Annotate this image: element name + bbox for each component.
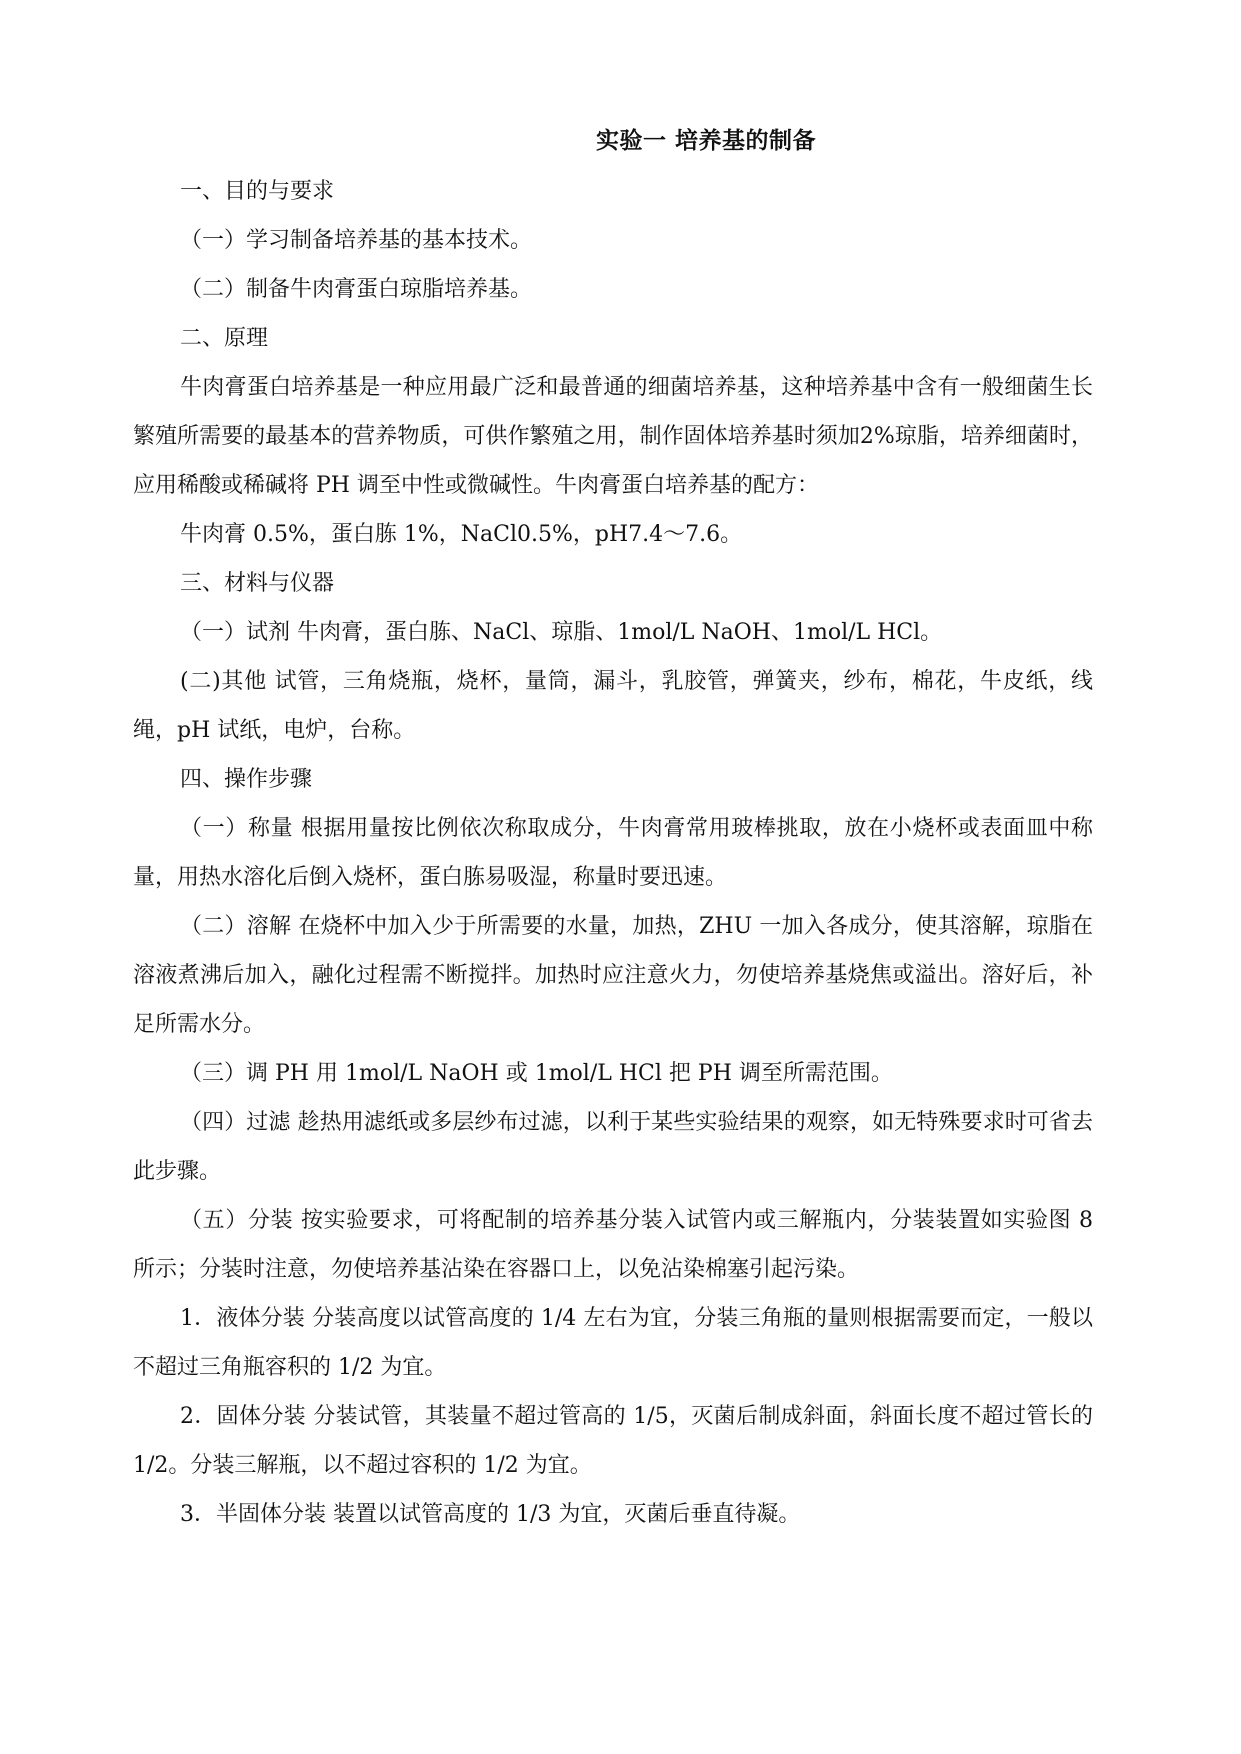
materials-reagents: （一）试剂 牛肉膏，蛋白胨、NaCl、琼脂、1mol/L NaOH、1mol/L HCl。: [180, 620, 943, 645]
dispensing-liquid: 1．液体分装 分装高度以试管高度的 1/4 左右为宜，分装三角瓶的量则根据需要而定，一般以不超过三角瓶容积的 1/2 为宜。: [133, 1306, 1093, 1380]
section-heading-principle: 二、原理: [180, 326, 269, 351]
step-adjust-ph: （三）调 PH 用 1mol/L NaOH 或 1mol/L HCl 把 PH 调至所需范围。: [180, 1061, 893, 1086]
step-weighing: （一）称量 根据用量按比例依次称取成分，牛肉膏常用玻棒挑取，放在小烧杯或表面皿中称量，用热水溶化后倒入烧杯，蛋白胨易吸湿，称量时要迅速。: [133, 816, 1093, 890]
purpose-item-1: （一）学习制备培养基的基本技术。: [180, 228, 533, 253]
principle-paragraph: 牛肉膏蛋白培养基是一种应用最广泛和最普通的细菌培养基，这种培养基中含有一般细菌生长繁殖所需要的最基本的营养物质，可供作繁殖之用，制作固体培养基时须加2%琼脂，培养细菌时，应用稀酸或稀碱将 PH 调至中性或微碱性。牛肉膏蛋白培养基的配方：: [133, 375, 1093, 498]
purpose-item-2: （二）制备牛肉膏蛋白琼脂培养基。: [180, 277, 533, 302]
document-body: [133, 167, 1093, 1539]
section-heading-purpose: 一、目的与要求: [180, 179, 335, 204]
step-dispensing: （五）分装 按实验要求，可将配制的培养基分装入试管内或三解瓶内，分装装置如实验图 8 所示；分装时注意，勿使培养基沾染在容器口上，以免沾染棉塞引起污染。: [133, 1208, 1093, 1282]
section-heading-materials: 三、材料与仪器: [180, 571, 335, 596]
step-dissolving: （二）溶解 在烧杯中加入少于所需要的水量，加热，ZHU 一加入各成分，使其溶解，琼脂在溶液煮沸后加入，融化过程需不断搅拌。加热时应注意火力，勿使培养基烧焦或溢出。溶好后，补足所需水分。: [133, 914, 1093, 1037]
materials-other: (二)其他 试管，三角烧瓶，烧杯，量筒，漏斗，乳胶管，弹簧夹，纱布，棉花，牛皮纸，线绳，pH 试纸，电炉，台称。: [133, 669, 1093, 743]
dispensing-solid: 2．固体分装 分装试管，其装量不超过管高的 1/5，灭菌后制成斜面，斜面长度不超过管长的 1/2。分装三解瓶，以不超过容积的 1/2 为宜。: [133, 1404, 1093, 1478]
step-filtering: （四）过滤 趁热用滤纸或多层纱布过滤，以利于某些实验结果的观察，如无特殊要求时可省去此步骤。: [133, 1110, 1093, 1184]
section-heading-steps: 四、操作步骤: [180, 767, 313, 792]
formula-paragraph: 牛肉膏 0.5%，蛋白胨 1%，NaCl0.5%，pH7.4～7.6。: [180, 522, 743, 547]
dispensing-semisolid: 3．半固体分装 装置以试管高度的 1/3 为宜，灭菌后垂直待凝。: [180, 1502, 801, 1527]
document-title: 实验一 培养基的制备: [596, 127, 817, 154]
